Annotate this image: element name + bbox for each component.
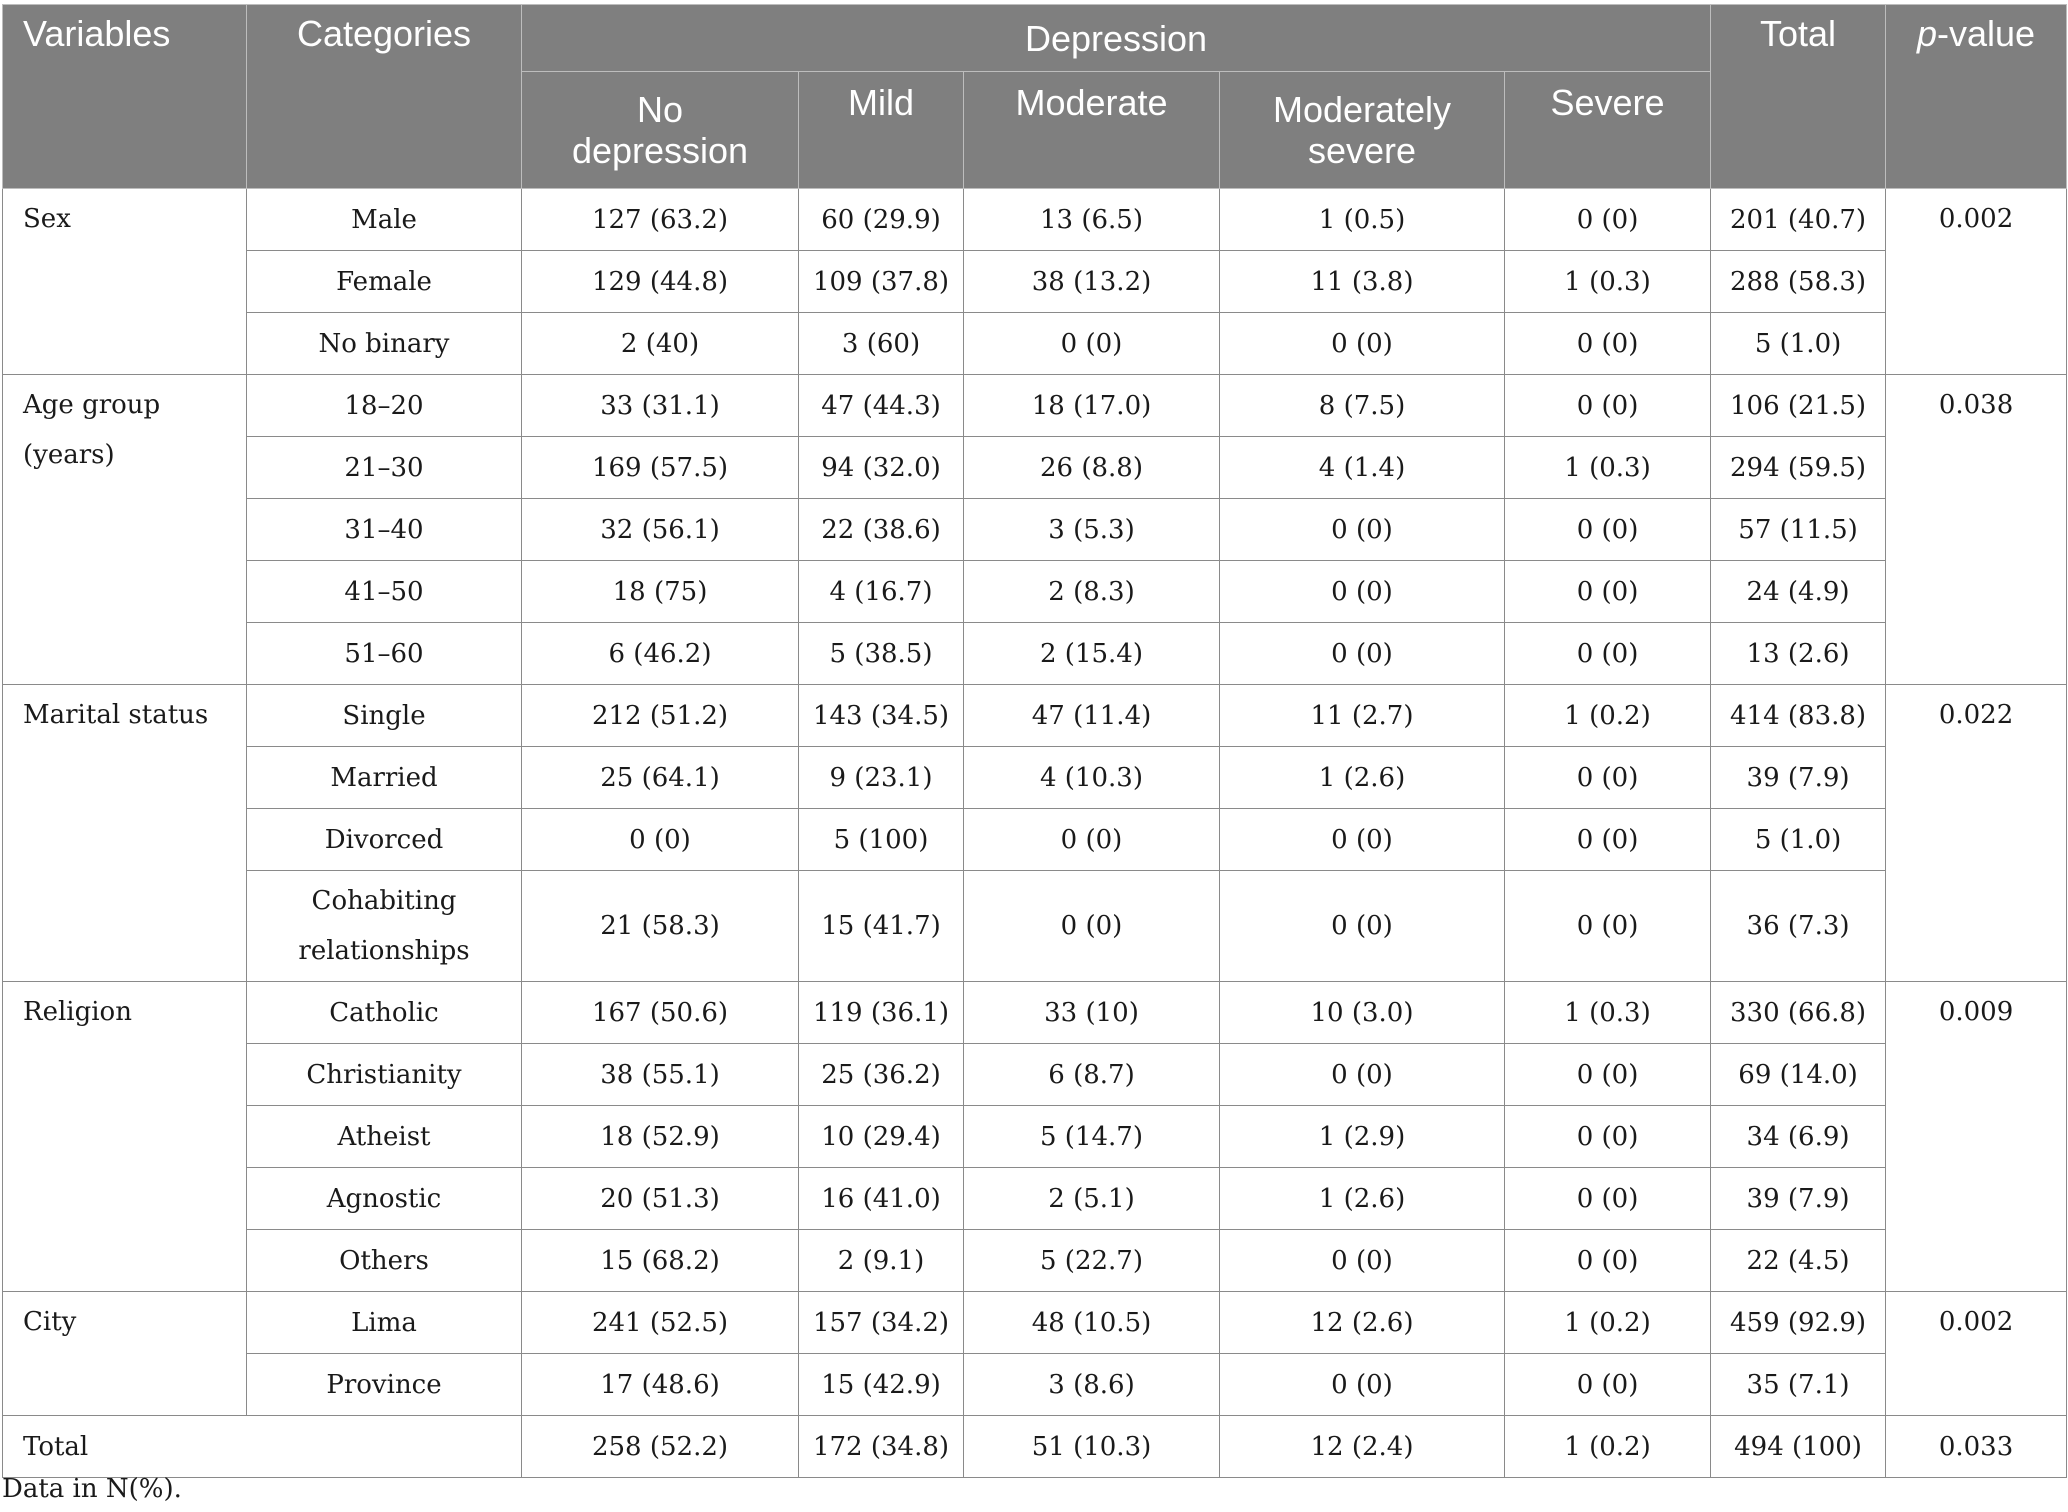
variable-cell: Marital status bbox=[3, 685, 247, 982]
value-cell: 241 (52.5) bbox=[522, 1292, 799, 1354]
total-cell: 459 (92.9) bbox=[1711, 1292, 1886, 1354]
table-row bbox=[3, 809, 2067, 871]
category-cell: 21–30 bbox=[247, 437, 522, 499]
total-cell: 288 (58.3) bbox=[1711, 251, 1886, 313]
value-cell: 17 (48.6) bbox=[522, 1354, 799, 1416]
value-cell: 0 (0) bbox=[1505, 1106, 1711, 1168]
table-footnote: Data in N(%). bbox=[2, 1474, 182, 1504]
table-row bbox=[3, 375, 2067, 437]
total-cell: 35 (7.1) bbox=[1711, 1354, 1886, 1416]
header-categories: Categories bbox=[247, 5, 522, 189]
category-cell: 31–40 bbox=[247, 499, 522, 561]
value-cell: 0 (0) bbox=[1220, 871, 1505, 982]
value-cell: 5 (22.7) bbox=[964, 1230, 1220, 1292]
total-value-cell: 258 (52.2) bbox=[522, 1416, 799, 1478]
value-cell: 157 (34.2) bbox=[799, 1292, 964, 1354]
header-variables: Variables bbox=[3, 5, 247, 189]
header-p-value-italic: p bbox=[1917, 13, 1938, 54]
value-cell: 5 (14.7) bbox=[964, 1106, 1220, 1168]
table-row bbox=[3, 982, 2067, 1044]
category-cell: 51–60 bbox=[247, 623, 522, 685]
value-cell: 25 (36.2) bbox=[799, 1044, 964, 1106]
value-cell: 0 (0) bbox=[1505, 1044, 1711, 1106]
table-row bbox=[3, 499, 2067, 561]
value-cell: 25 (64.1) bbox=[522, 747, 799, 809]
value-cell: 5 (38.5) bbox=[799, 623, 964, 685]
value-cell: 0 (0) bbox=[1220, 809, 1505, 871]
total-cell: 294 (59.5) bbox=[1711, 437, 1886, 499]
value-cell: 48 (10.5) bbox=[964, 1292, 1220, 1354]
value-cell: 26 (8.8) bbox=[964, 437, 1220, 499]
p-value-cell: 0.038 bbox=[1886, 375, 2067, 685]
value-cell: 1 (0.3) bbox=[1505, 437, 1711, 499]
value-cell: 8 (7.5) bbox=[1220, 375, 1505, 437]
value-cell: 167 (50.6) bbox=[522, 982, 799, 1044]
category-cell: Agnostic bbox=[247, 1168, 522, 1230]
variable-cell: Religion bbox=[3, 982, 247, 1292]
total-value-cell: 172 (34.8) bbox=[799, 1416, 964, 1478]
value-cell: 0 (0) bbox=[1505, 1354, 1711, 1416]
value-cell: 0 (0) bbox=[1505, 561, 1711, 623]
variable-cell: City bbox=[3, 1292, 247, 1416]
value-cell: 143 (34.5) bbox=[799, 685, 964, 747]
value-cell: 129 (44.8) bbox=[522, 251, 799, 313]
value-cell: 169 (57.5) bbox=[522, 437, 799, 499]
value-cell: 0 (0) bbox=[1220, 1230, 1505, 1292]
value-cell: 1 (2.9) bbox=[1220, 1106, 1505, 1168]
value-cell: 6 (46.2) bbox=[522, 623, 799, 685]
table-row bbox=[3, 871, 2067, 982]
total-cell: 106 (21.5) bbox=[1711, 375, 1886, 437]
table-row bbox=[3, 747, 2067, 809]
value-cell: 15 (41.7) bbox=[799, 871, 964, 982]
variable-cell: Age group (years) bbox=[3, 375, 247, 685]
table-row bbox=[3, 1044, 2067, 1106]
total-cell: 5 (1.0) bbox=[1711, 809, 1886, 871]
value-cell: 1 (0.2) bbox=[1505, 685, 1711, 747]
value-cell: 212 (51.2) bbox=[522, 685, 799, 747]
category-cell: Lima bbox=[247, 1292, 522, 1354]
table-row bbox=[3, 313, 2067, 375]
grand-total-cell: 494 (100) bbox=[1711, 1416, 1886, 1478]
value-cell: 11 (3.8) bbox=[1220, 251, 1505, 313]
value-cell: 13 (6.5) bbox=[964, 189, 1220, 251]
value-cell: 4 (16.7) bbox=[799, 561, 964, 623]
value-cell: 38 (55.1) bbox=[522, 1044, 799, 1106]
value-cell: 2 (40) bbox=[522, 313, 799, 375]
total-cell: 34 (6.9) bbox=[1711, 1106, 1886, 1168]
value-cell: 1 (0.5) bbox=[1220, 189, 1505, 251]
value-cell: 10 (29.4) bbox=[799, 1106, 964, 1168]
category-cell: Others bbox=[247, 1230, 522, 1292]
total-cell: 201 (40.7) bbox=[1711, 189, 1886, 251]
category-cell: No binary bbox=[247, 313, 522, 375]
value-cell: 0 (0) bbox=[1505, 871, 1711, 982]
total-cell: 13 (2.6) bbox=[1711, 623, 1886, 685]
value-cell: 9 (23.1) bbox=[799, 747, 964, 809]
value-cell: 20 (51.3) bbox=[522, 1168, 799, 1230]
table-row bbox=[3, 1168, 2067, 1230]
value-cell: 33 (31.1) bbox=[522, 375, 799, 437]
value-cell: 0 (0) bbox=[1220, 499, 1505, 561]
table-row bbox=[3, 685, 2067, 747]
header-p-value-rest: -value bbox=[1937, 13, 2036, 54]
value-cell: 94 (32.0) bbox=[799, 437, 964, 499]
value-cell: 0 (0) bbox=[1220, 1044, 1505, 1106]
value-cell: 119 (36.1) bbox=[799, 982, 964, 1044]
value-cell: 0 (0) bbox=[1505, 809, 1711, 871]
value-cell: 3 (60) bbox=[799, 313, 964, 375]
value-cell: 38 (13.2) bbox=[964, 251, 1220, 313]
category-cell: 41–50 bbox=[247, 561, 522, 623]
category-cell: 18–20 bbox=[247, 375, 522, 437]
total-cell: 69 (14.0) bbox=[1711, 1044, 1886, 1106]
category-cell: Province bbox=[247, 1354, 522, 1416]
value-cell: 11 (2.7) bbox=[1220, 685, 1505, 747]
value-cell: 32 (56.1) bbox=[522, 499, 799, 561]
p-value-cell: 0.002 bbox=[1886, 189, 2067, 375]
value-cell: 22 (38.6) bbox=[799, 499, 964, 561]
value-cell: 0 (0) bbox=[1220, 561, 1505, 623]
category-cell: Male bbox=[247, 189, 522, 251]
value-cell: 18 (17.0) bbox=[964, 375, 1220, 437]
category-cell: Single bbox=[247, 685, 522, 747]
value-cell: 0 (0) bbox=[1505, 189, 1711, 251]
table-row bbox=[3, 1354, 2067, 1416]
total-cell: 5 (1.0) bbox=[1711, 313, 1886, 375]
value-cell: 1 (2.6) bbox=[1220, 747, 1505, 809]
value-cell: 2 (8.3) bbox=[964, 561, 1220, 623]
value-cell: 0 (0) bbox=[1220, 1354, 1505, 1416]
category-cell: Married bbox=[247, 747, 522, 809]
total-cell: 414 (83.8) bbox=[1711, 685, 1886, 747]
value-cell: 21 (58.3) bbox=[522, 871, 799, 982]
header-total: Total bbox=[1711, 5, 1886, 189]
value-cell: 109 (37.8) bbox=[799, 251, 964, 313]
value-cell: 0 (0) bbox=[1505, 313, 1711, 375]
value-cell: 12 (2.6) bbox=[1220, 1292, 1505, 1354]
value-cell: 0 (0) bbox=[1505, 1230, 1711, 1292]
value-cell: 0 (0) bbox=[964, 871, 1220, 982]
value-cell: 127 (63.2) bbox=[522, 189, 799, 251]
header-depression: Depression bbox=[522, 5, 1711, 72]
value-cell: 2 (5.1) bbox=[964, 1168, 1220, 1230]
p-value-cell: 0.002 bbox=[1886, 1292, 2067, 1416]
value-cell: 1 (0.3) bbox=[1505, 251, 1711, 313]
category-cell: Catholic bbox=[247, 982, 522, 1044]
value-cell: 18 (52.9) bbox=[522, 1106, 799, 1168]
total-value-cell: 12 (2.4) bbox=[1220, 1416, 1505, 1478]
value-cell: 60 (29.9) bbox=[799, 189, 964, 251]
table-row bbox=[3, 623, 2067, 685]
table-row bbox=[3, 1230, 2067, 1292]
variable-cell: Sex bbox=[3, 189, 247, 375]
total-p-value-cell: 0.033 bbox=[1886, 1416, 2067, 1478]
total-cell: 24 (4.9) bbox=[1711, 561, 1886, 623]
value-cell: 10 (3.0) bbox=[1220, 982, 1505, 1044]
value-cell: 2 (15.4) bbox=[964, 623, 1220, 685]
total-cell: 39 (7.9) bbox=[1711, 747, 1886, 809]
value-cell: 33 (10) bbox=[964, 982, 1220, 1044]
value-cell: 0 (0) bbox=[964, 313, 1220, 375]
value-cell: 0 (0) bbox=[1220, 313, 1505, 375]
value-cell: 3 (5.3) bbox=[964, 499, 1220, 561]
header-moderately-severe: Moderately severe bbox=[1220, 72, 1505, 189]
value-cell: 0 (0) bbox=[1220, 623, 1505, 685]
total-cell: 39 (7.9) bbox=[1711, 1168, 1886, 1230]
category-cell: Female bbox=[247, 251, 522, 313]
value-cell: 15 (68.2) bbox=[522, 1230, 799, 1292]
category-cell: Divorced bbox=[247, 809, 522, 871]
total-value-cell: 51 (10.3) bbox=[964, 1416, 1220, 1478]
value-cell: 0 (0) bbox=[1505, 747, 1711, 809]
value-cell: 4 (10.3) bbox=[964, 747, 1220, 809]
table-row bbox=[3, 561, 2067, 623]
total-row bbox=[3, 1416, 2067, 1478]
value-cell: 1 (0.2) bbox=[1505, 1292, 1711, 1354]
value-cell: 0 (0) bbox=[522, 809, 799, 871]
total-label: Total bbox=[3, 1416, 522, 1478]
header-mild: Mild bbox=[799, 72, 964, 189]
value-cell: 2 (9.1) bbox=[799, 1230, 964, 1292]
value-cell: 1 (0.3) bbox=[1505, 982, 1711, 1044]
value-cell: 1 (2.6) bbox=[1220, 1168, 1505, 1230]
header-moderate: Moderate bbox=[964, 72, 1220, 189]
table-row bbox=[3, 1106, 2067, 1168]
category-cell: Christianity bbox=[247, 1044, 522, 1106]
table-row bbox=[3, 251, 2067, 313]
category-cell: Atheist bbox=[247, 1106, 522, 1168]
p-value-cell: 0.009 bbox=[1886, 982, 2067, 1292]
header-no-depression: No depression bbox=[522, 72, 799, 189]
p-value-cell: 0.022 bbox=[1886, 685, 2067, 982]
total-cell: 36 (7.3) bbox=[1711, 871, 1886, 982]
value-cell: 16 (41.0) bbox=[799, 1168, 964, 1230]
category-cell: Cohabiting relationships bbox=[247, 871, 522, 982]
total-cell: 330 (66.8) bbox=[1711, 982, 1886, 1044]
total-cell: 22 (4.5) bbox=[1711, 1230, 1886, 1292]
value-cell: 47 (44.3) bbox=[799, 375, 964, 437]
value-cell: 0 (0) bbox=[964, 809, 1220, 871]
table-row bbox=[3, 437, 2067, 499]
header-p-value bbox=[1886, 5, 2067, 189]
value-cell: 0 (0) bbox=[1505, 375, 1711, 437]
table-row bbox=[3, 189, 2067, 251]
value-cell: 0 (0) bbox=[1505, 1168, 1711, 1230]
value-cell: 0 (0) bbox=[1505, 623, 1711, 685]
total-cell: 57 (11.5) bbox=[1711, 499, 1886, 561]
table-container bbox=[2, 4, 2066, 1478]
value-cell: 18 (75) bbox=[522, 561, 799, 623]
value-cell: 6 (8.7) bbox=[964, 1044, 1220, 1106]
value-cell: 4 (1.4) bbox=[1220, 437, 1505, 499]
value-cell: 5 (100) bbox=[799, 809, 964, 871]
value-cell: 0 (0) bbox=[1505, 499, 1711, 561]
header-severe: Severe bbox=[1505, 72, 1711, 189]
total-value-cell: 1 (0.2) bbox=[1505, 1416, 1711, 1478]
table-row bbox=[3, 1292, 2067, 1354]
value-cell: 15 (42.9) bbox=[799, 1354, 964, 1416]
value-cell: 3 (8.6) bbox=[964, 1354, 1220, 1416]
depression-table bbox=[2, 4, 2067, 1478]
value-cell: 47 (11.4) bbox=[964, 685, 1220, 747]
